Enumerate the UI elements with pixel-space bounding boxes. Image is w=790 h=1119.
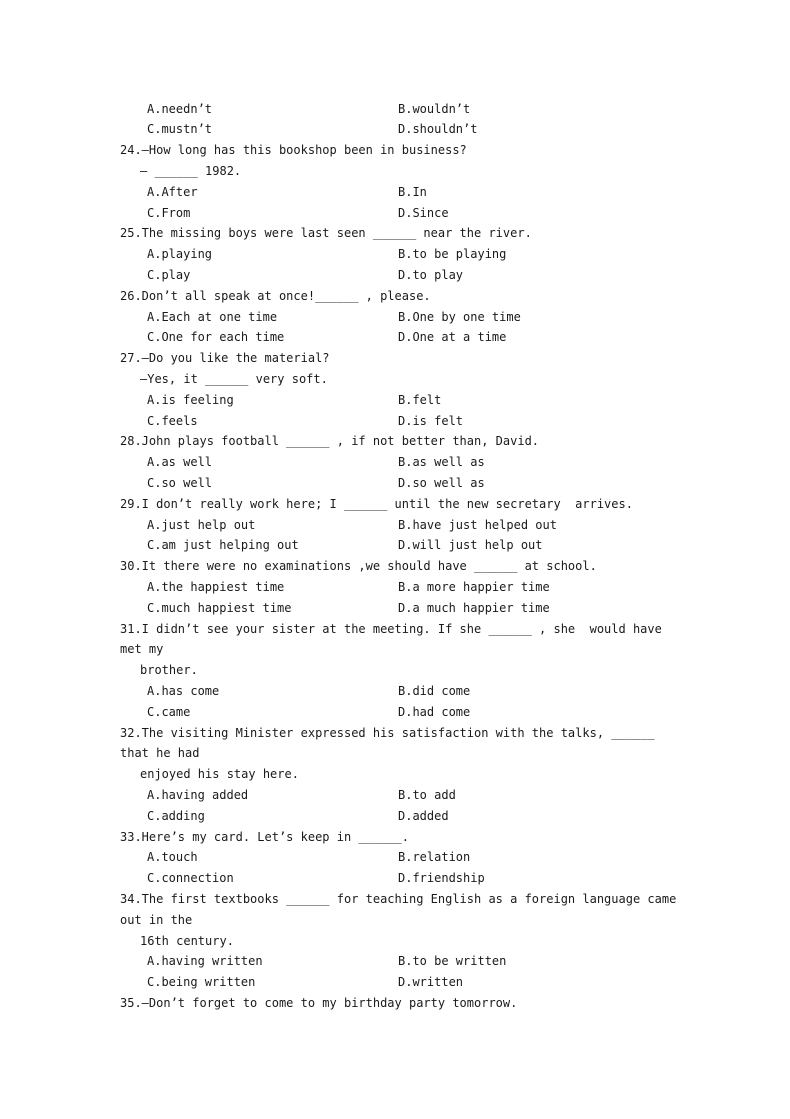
q32-stem-line1: 32.The visiting Minister expressed his satisfaction with the talks, ______ xyxy=(120,726,655,740)
q35-stem: 35.—Don’t forget to come to my birthday party tomorrow. xyxy=(120,996,518,1010)
q31-stem-line1: 31.I didn’t see your sister at the meeting. If she ______ , she would have xyxy=(120,622,662,636)
q30-option-c: C.much happiest time xyxy=(147,601,292,615)
q29-option-a: A.just help out xyxy=(147,518,256,532)
q23-option-c: C.mustn’t xyxy=(147,122,213,136)
q31-stem-line2: met my xyxy=(120,642,164,656)
q30-option-a: A.the happiest time xyxy=(147,580,285,594)
q28-option-d: D.so well as xyxy=(398,476,485,490)
q27-option-a: A.is feeling xyxy=(147,393,234,407)
q34-option-b: B.to be written xyxy=(398,954,507,968)
q33-option-c: C.connection xyxy=(147,871,234,885)
q31-option-d: D.had come xyxy=(398,705,471,719)
q25-option-c: C.play xyxy=(147,268,191,282)
q26-option-d: D.One at a time xyxy=(398,330,507,344)
q24-option-c: C.From xyxy=(147,206,191,220)
q25-option-a: A.playing xyxy=(147,247,213,261)
q34-option-d: D.written xyxy=(398,975,464,989)
q24-reply: — ______ 1982. xyxy=(140,164,242,178)
q24-option-d: D.Since xyxy=(398,206,449,220)
q23-option-d: D.shouldn’t xyxy=(398,122,478,136)
q28-stem: 28.John plays football ______ , if not better than, David. xyxy=(120,434,540,448)
q29-option-b: B.have just helped out xyxy=(398,518,557,532)
q23-option-b: B.wouldn’t xyxy=(398,102,471,116)
q26-option-b: B.One by one time xyxy=(398,310,521,324)
q24-stem: 24.—How long has this bookshop been in business? xyxy=(120,143,467,157)
q32-stem-line2: that he had xyxy=(120,746,200,760)
q32-stem-line3: enjoyed his stay here. xyxy=(140,767,299,781)
q31-option-c: C.came xyxy=(147,705,191,719)
q29-option-d: D.will just help out xyxy=(398,538,543,552)
q29-option-c: C.am just helping out xyxy=(147,538,299,552)
q30-option-b: B.a more happier time xyxy=(398,580,550,594)
q24-option-a: A.After xyxy=(147,185,198,199)
q33-option-b: B.relation xyxy=(398,850,471,864)
q33-option-a: A.touch xyxy=(147,850,198,864)
q33-stem: 33.Here’s my card. Let’s keep in ______. xyxy=(120,830,409,844)
q28-option-c: C.so well xyxy=(147,476,213,490)
q25-option-b: B.to be playing xyxy=(398,247,507,261)
q34-option-a: A.having written xyxy=(147,954,263,968)
q26-stem: 26.Don’t all speak at once!______ , please. xyxy=(120,289,431,303)
q34-stem-line3: 16th century. xyxy=(140,934,234,948)
q30-stem: 30.It there were no examinations ,we should have ______ at school. xyxy=(120,559,597,573)
q31-stem-line3: brother. xyxy=(140,663,198,677)
q32-option-a: A.having added xyxy=(147,788,249,802)
q28-option-b: B.as well as xyxy=(398,455,485,469)
q34-option-c: C.being written xyxy=(147,975,256,989)
q29-stem: 29.I don’t really work here; I ______ until the new secretary arrives. xyxy=(120,497,633,511)
q31-option-a: A.has come xyxy=(147,684,220,698)
q27-reply: —Yes, it ______ very soft. xyxy=(140,372,328,386)
q25-option-d: D.to play xyxy=(398,268,464,282)
q33-option-d: D.friendship xyxy=(398,871,485,885)
q34-stem-line1: 34.The first textbooks ______ for teaching English as a foreign language came xyxy=(120,892,677,906)
q27-option-d: D.is felt xyxy=(398,414,464,428)
q27-option-c: C.feels xyxy=(147,414,198,428)
q23-option-a: A.needn’t xyxy=(147,102,213,116)
q30-option-d: D.a much happier time xyxy=(398,601,550,615)
q32-option-c: C.adding xyxy=(147,809,205,823)
q27-stem: 27.—Do you like the material? xyxy=(120,351,330,365)
q32-option-d: D.added xyxy=(398,809,449,823)
q31-option-b: B.did come xyxy=(398,684,471,698)
q24-option-b: B.In xyxy=(398,185,427,199)
q25-stem: 25.The missing boys were last seen ______ near the river. xyxy=(120,226,532,240)
q28-option-a: A.as well xyxy=(147,455,213,469)
q27-option-b: B.felt xyxy=(398,393,442,407)
q26-option-a: A.Each at one time xyxy=(147,310,278,324)
q32-option-b: B.to add xyxy=(398,788,456,802)
q34-stem-line2: out in the xyxy=(120,913,193,927)
q26-option-c: C.One for each time xyxy=(147,330,285,344)
